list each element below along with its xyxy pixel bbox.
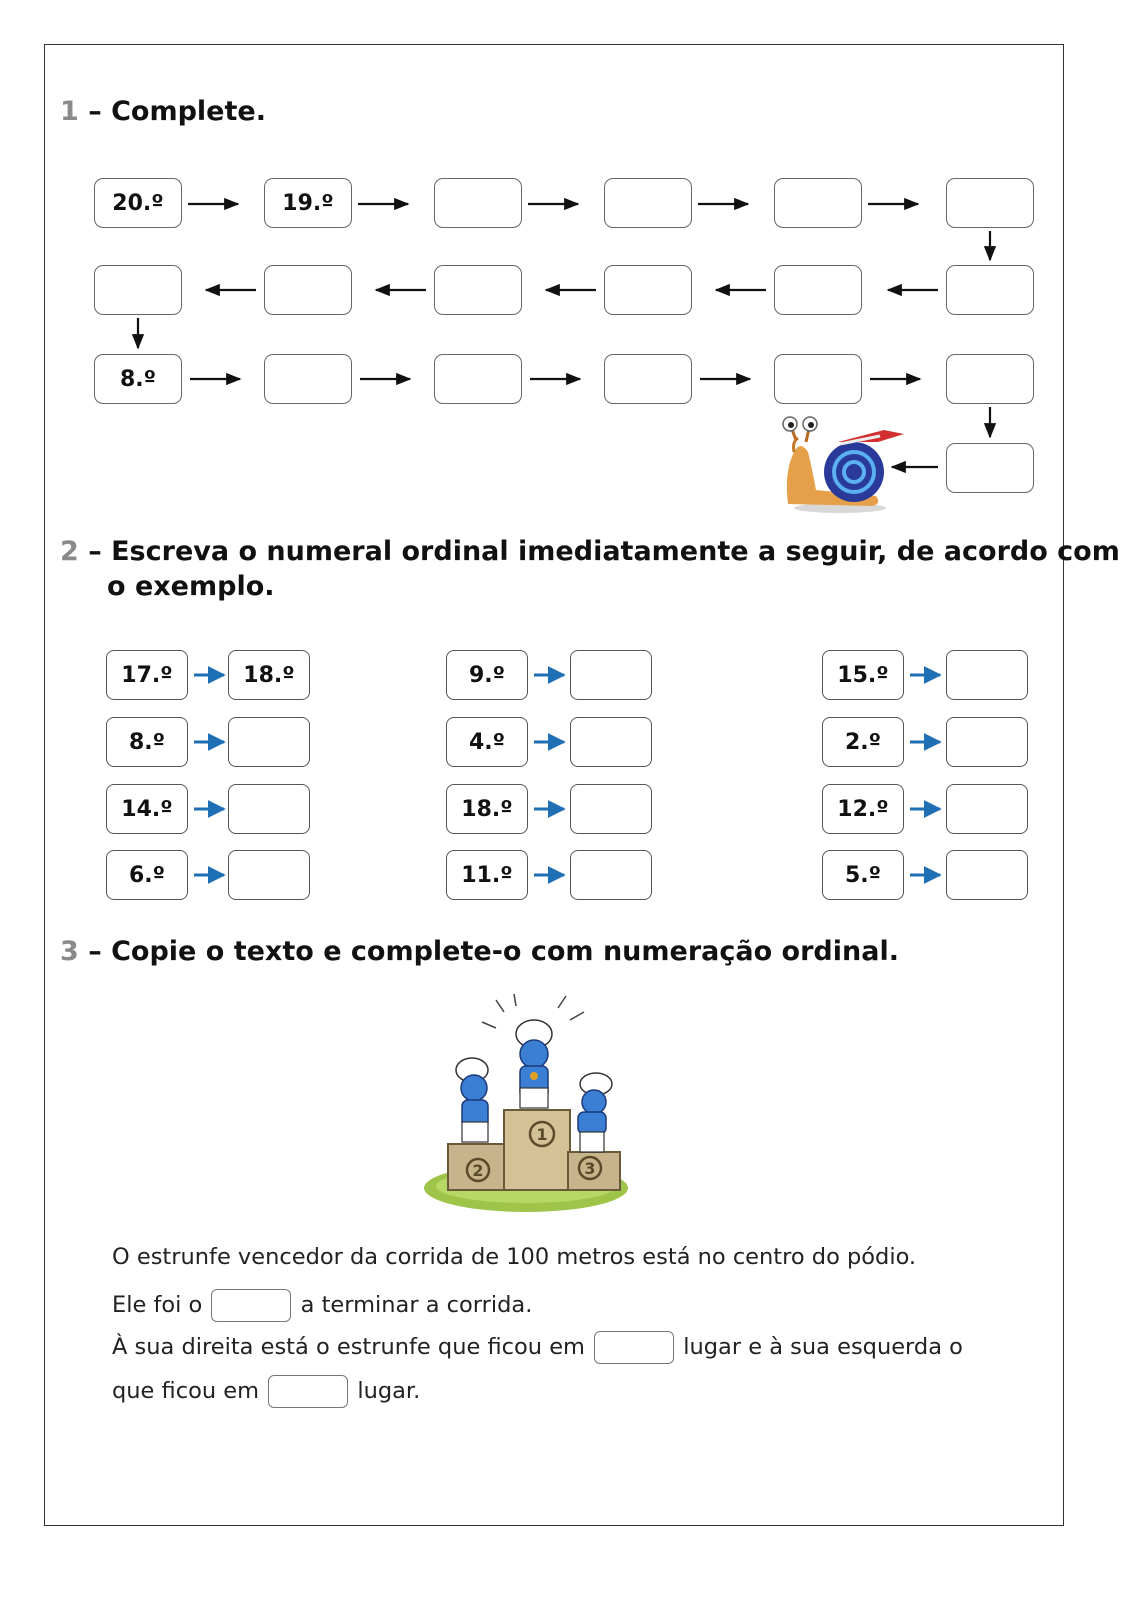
svg-text:3: 3 (584, 1159, 596, 1178)
ordinal-answer: 18.º (228, 650, 310, 700)
paragraph-line-2 (112, 1289, 532, 1322)
sequence-box: 19.º (264, 178, 352, 228)
section-1-number: 1 (60, 96, 79, 127)
ordinal-given: 8.º (106, 717, 188, 767)
section-2-heading (60, 536, 1120, 602)
section-3-title: – Copie o texto e complete-o com numeração ordinal. (88, 936, 899, 967)
paragraph-text: À sua direita está o estrunfe que ficou em (112, 1334, 585, 1360)
podium-illustration (420, 992, 632, 1218)
paragraph-line-4 (112, 1375, 420, 1408)
paragraph-line-1: O estrunfe vencedor da corrida de 100 metros está no centro do pódio. (112, 1244, 917, 1270)
snail-illustration (780, 412, 906, 516)
svg-text:2: 2 (472, 1161, 484, 1180)
ordinal-given: 17.º (106, 650, 188, 700)
ordinal-given: 18.º (446, 784, 528, 834)
ordinal-given: 4.º (446, 717, 528, 767)
ordinal-given: 11.º (446, 850, 528, 900)
paragraph-line-3 (112, 1331, 963, 1364)
answer-blank[interactable] (268, 1375, 348, 1408)
sequence-box: 8.º (94, 354, 182, 404)
answer-blank[interactable] (211, 1289, 291, 1322)
ordinal-given: 5.º (822, 850, 904, 900)
ordinal-given: 14.º (106, 784, 188, 834)
paragraph-text: Ele foi o (112, 1292, 203, 1318)
section-2-number: 2 (60, 536, 79, 567)
section-3-heading (60, 936, 899, 967)
section-1-title: – Complete. (88, 96, 266, 127)
section-3-number: 3 (60, 936, 79, 967)
paragraph-text: a terminar a corrida. (300, 1292, 533, 1318)
paragraph-text: lugar. (357, 1378, 421, 1404)
paragraph-text: lugar e à sua esquerda o (683, 1334, 963, 1360)
ordinal-given: 2.º (822, 717, 904, 767)
answer-blank[interactable] (594, 1331, 674, 1364)
ordinal-given: 9.º (446, 650, 528, 700)
ordinal-given: 12.º (822, 784, 904, 834)
blue-arrows (0, 640, 1132, 910)
ordinal-given: 15.º (822, 650, 904, 700)
ordinal-given: 6.º (106, 850, 188, 900)
section-2-title: – Escreva o numeral ordinal imediatamente a seguir, de acordo com (88, 536, 1120, 567)
svg-text:1: 1 (536, 1125, 548, 1144)
paragraph-text: que ficou em (112, 1378, 260, 1404)
section-2-title-line2: o exemplo. (107, 571, 275, 602)
sequence-arrows (0, 0, 1132, 520)
sequence-box: 20.º (94, 178, 182, 228)
